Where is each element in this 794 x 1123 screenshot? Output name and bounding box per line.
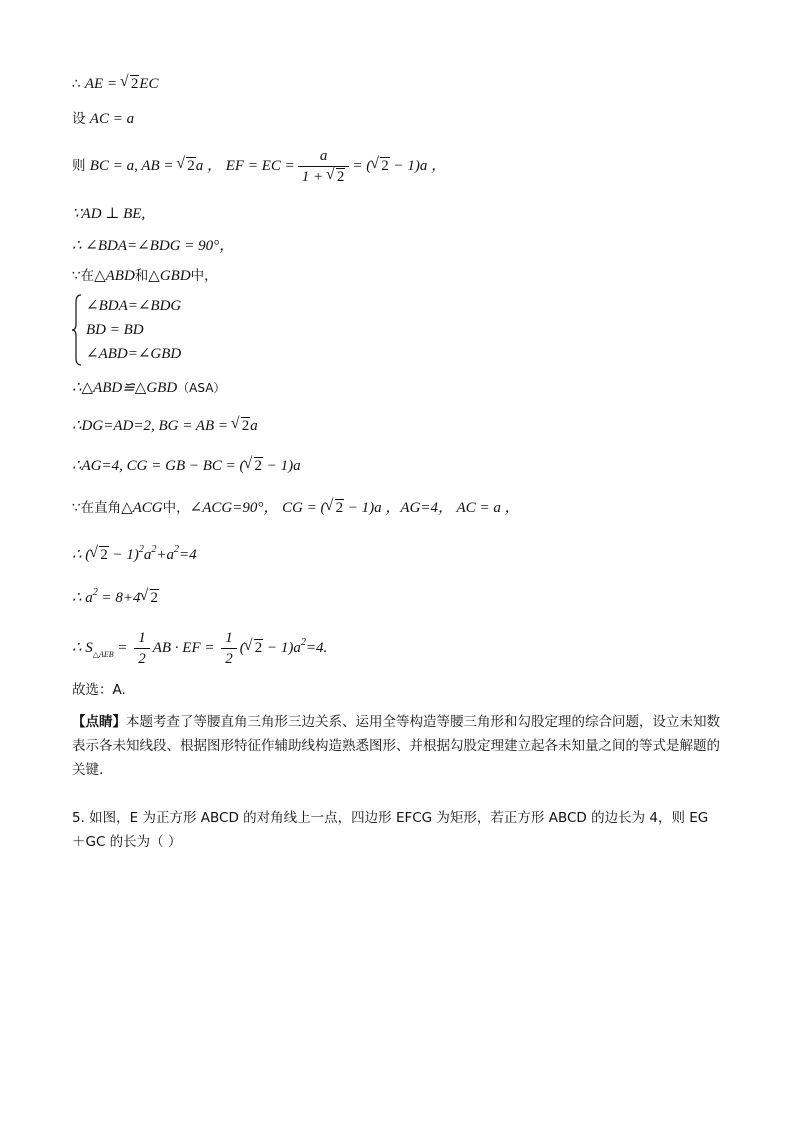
solution-line-8: ∴DG=AD=2, BG = AB = √ 2a	[72, 416, 258, 436]
solution-line-13: ∴ $S_{\triangle AEB}$ = $\frac{1}{2}$ AB · EF = $\frac{1}{2}$ (√ $2 - 1)a^2=4$.	[72, 623, 327, 675]
answer-line: 故选：A.	[72, 682, 126, 698]
solution-line-10: ∵在直角△ACG中，∠ACG=90°， CG = (√ 2 − 1)a ，AG=4， AC = a ，	[72, 498, 520, 518]
comment-label: 【点睛】	[72, 714, 126, 730]
comment-text: 本题考查了等腰直角三角形三边关系、运用全等构造等腰三角形和勾股定理的综合问题，设立未知数表示各未知线段、根据图形特征作辅助线构造熟悉图形、并根据勾股定理建立起各未知量之间的等式是解题的关键.	[72, 714, 720, 778]
solution-line-3: 则 BC = a, AB = √ 2a ， EF = EC = $\frac{a}{1 + √ 2}$ = (√ 2 − 1)a ，	[72, 146, 446, 186]
solution-line-5: ∴ ∠BDA=∠BDG = 90°，	[72, 238, 235, 254]
solution-line-11: ∴ (√ $2 - 1)^2a^2+a^2=4$	[72, 540, 197, 565]
system-row-1: ∠BDA=∠BDG	[86, 298, 182, 314]
comment-paragraph	[72, 710, 722, 782]
system-row-3: ∠ABD=∠GBD	[86, 346, 182, 362]
question-5: 5. 如图，E 为正方形 ABCD 的对角线上一点，四边形 EFCG 为矩形，若正方形 ABCD 的边长为 4，则 EG ＋GC 的长为（ ）	[72, 810, 709, 850]
solution-line-2: 设 AC = a	[72, 111, 135, 127]
solution-line-4: ∵AD ⊥ BE,	[72, 206, 146, 222]
solution-line-12: ∴ $a^2 = 8+4√$ 2	[72, 583, 159, 608]
system-row-2: BD = BD	[86, 322, 144, 338]
solution-line-1: ∴ AE = √ 2EC	[72, 74, 159, 94]
congruence-system	[72, 294, 372, 366]
solution-line-7: ∴△ABD≌△GBD（ASA）	[72, 380, 226, 396]
solution-line-6: ∵在△ABD和△GBD中，	[72, 268, 218, 284]
fraction: $\frac{a}{1 + √ 2}$	[298, 147, 350, 186]
solution-line-9: ∴AG=4, CG = GB − BC = (√ 2 − 1)a	[72, 456, 301, 476]
left-brace-icon	[72, 294, 82, 366]
